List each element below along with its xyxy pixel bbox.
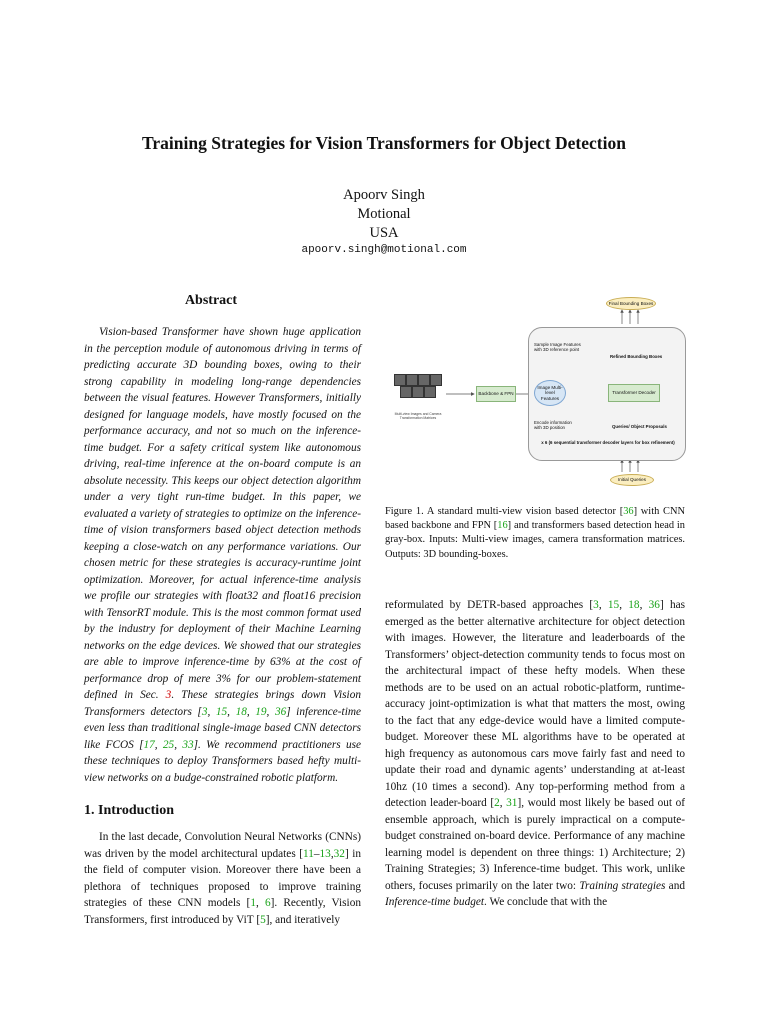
intro-text: ,	[255, 897, 265, 909]
input-image-thumbnail	[418, 374, 430, 386]
intro-text: ]. Recently, Vision Transformers, first introduced by ViT [	[84, 897, 361, 926]
citation[interactable]: 15	[215, 705, 228, 718]
citation[interactable]: 3	[593, 599, 599, 611]
input-caption: Multi-view Images and Camera Transformation Matrices	[394, 412, 442, 420]
citation[interactable]: 25	[162, 738, 175, 751]
intro-text: ,	[330, 847, 334, 860]
citation[interactable]: 16	[497, 520, 508, 532]
citation[interactable]: 13	[319, 847, 331, 860]
body-text: ], would most likely be based out of ensemble approach, which is purely impractical on a compute-budget constrained on-board device. Performance of any machine learning model is dependent on three things: 1) Architecture; 2) Training Strategies; 3) Inference-time budget. This work, unlike others, focuses primarily on the later two:	[385, 797, 685, 892]
citation[interactable]: 18	[628, 599, 640, 611]
queries-label: Queries/ Object Proposals	[612, 424, 667, 429]
citation[interactable]: 5	[260, 913, 266, 926]
final-boxes-node: Final Bounding Boxes	[606, 297, 656, 310]
abstract-heading: Abstract	[184, 293, 238, 308]
caption-text: Figure 1. A standard multi-view vision based detector [	[385, 506, 624, 517]
citation[interactable]: 17	[143, 738, 155, 751]
body-text: ] has emerged as the better alternative architecture for object detection with images. However, the literature and leaderboards of the Transformers’ object-detection community tends to focus most on the architectural impact of these hefty models. When these methods are to be used on an actual robotic-platform, runtime-accuracy joint-optimization is what that matters the most, owing to the fact that any edge-device would have a limited compute-budget. Moreover these ML algorithms have to be operated at high frequency as autonomous cars move fairly fast and need to update their road and dynamic agents’ understanding at at-least 10hz (10 times a second). Any top-performing method from a detection leader-board [	[385, 599, 686, 809]
citation[interactable]: 32	[333, 847, 345, 860]
body-text: . We conclude that with the	[484, 896, 608, 908]
backbone-node: Backbone & FPN	[476, 386, 516, 402]
image-features-node: Image Multi-level Features	[534, 380, 566, 406]
citation[interactable]: 3	[201, 705, 208, 718]
caption-text: ] and transformers based detection head in gray-box. Inputs: Multi-view images, camera transformation matrices. Outputs: 3D bounding-boxes.	[385, 520, 685, 560]
sample-features-label: Sample Image Features with 3D reference point	[534, 342, 581, 353]
citation[interactable]: 19	[255, 705, 267, 718]
abstract-text: ]. We recommend practitioners use these techniques to deploy Transformers based hefty multi-view networks on a budge-constrained robotic platform.	[84, 738, 362, 784]
refined-boxes-label: Refined Bounding Boxes	[610, 354, 663, 359]
citation[interactable]: 36	[623, 506, 634, 517]
citation[interactable]: 6	[264, 897, 271, 909]
citation[interactable]: 1	[250, 897, 256, 909]
body-text: reformulated by DETR-based approaches [	[385, 599, 594, 611]
figure-1-diagram	[388, 294, 685, 496]
input-image-thumbnail	[430, 374, 442, 386]
author-affiliation: Motional	[357, 206, 411, 222]
input-image-thumbnail	[406, 374, 418, 386]
intro-body	[84, 829, 361, 928]
abstract-text: ] inference-time even less than traditional single-image based CNN detectors like FCOS [	[84, 705, 362, 751]
citation[interactable]: 31	[506, 797, 518, 809]
input-image-thumbnail	[412, 386, 424, 398]
abstract-text: Vision-based Transformer have shown huge application in the perception module of autonomous driving in terms of predicting accurate 3D bounding boxes, owing to their strong capability in modeling long-range dependencies between the visual features. However Transformers, initially designed for language models, have mostly focused on the performance accuracy, and not so much on the inference-time budget. For a safety critical system like autonomous driving, real-time inference at the on-board compute is an absolute necessity. This keeps our object detection algorithm under a very tight run-time budget. In this paper, we evaluated a variety of strategies to optimize on the inference-time of vision transformers based object detection methods keeping a close-watch on any performance variations. Our chosen metric for these strategies is accuracy-runtime joint optimization. Moreover, for actual inference-time analysis we profile our strategies with float32 and float16 precision with TensorRT module. This is the most common format used by the industry for deployment of their Machine Learning networks on the edge devices. We showed that our strategies are able to improve inference-time by 63% at the cost of performance drop of mere 3% for our problem-statement defined in Sec.	[84, 326, 361, 701]
author-name: Apoorv Singh	[343, 187, 425, 203]
citation[interactable]: 11	[302, 847, 314, 860]
intro-text: ], and iteratively	[265, 913, 341, 926]
input-image-thumbnail	[394, 374, 406, 386]
initial-queries-node: Initial Queries	[610, 474, 654, 486]
input-image-thumbnail	[424, 386, 436, 398]
author-email[interactable]: apoorv.singh@motional.com	[301, 244, 467, 256]
emphasis: Inference-time budget	[385, 896, 485, 908]
section-ref[interactable]: 3	[165, 689, 172, 701]
intro-text: ] in the field of computer vision. Moreover there have been a plethora of techniques proposed to improve training strategies of these CNN models [	[84, 847, 362, 909]
intro-text: In the last decade, Convolution Neural Networks (CNNs) was driven by the model architectural updates [	[84, 831, 361, 860]
caption-text: ] with CNN based backbone and FPN [	[385, 506, 685, 532]
intro-text: –	[313, 847, 320, 860]
citation[interactable]: 36	[274, 705, 287, 718]
abstract-body: Vision-based Transformer have shown huge application in the perception module of autonomous driving in terms of predicting accurate 3D bounding boxes, owing to their strong capability in modeling long-range dependencies between the visual features. However Transformers, initially designed for language models, have mostly focused on the performance accuracy, and not so much on the inference-time budget. For a safety critical system like autonomous driving, real-time inference at the on-board compute is an absolute necessity. This keeps our object detection algorithm under a very tight run-time budget. In this paper, we evaluated a variety of strategies to optimize on the inference-time of vision transformers based object detection methods keeping a close-watch on any performance variations. Our chosen metric for these strategies is accuracy-runtime joint optimization. Moreover, for actual inference-time analysis we profile our strategies with float32 and float16 precision with TensorRT module. This is the most common format used by the industry for deployment of their Machine Learning networks on the edge devices. We showed that our strategies are able to improve inference-time by 63% at the cost of performance drop of mere 3% for our problem-statement defined in Sec. 3. These strategies brings down Vision Transformers detectors [3, 15, 18, 19, 36] inference-time even less than traditional single-image based CNN detectors like FCOS [17, 25, 33]. We recommend practitioners use these techniques to deploy Transformers based hefty multi-view networks on a budge-constrained robotic platform.	[84, 326, 362, 784]
encode-label: Encode information with 3D position	[534, 420, 572, 431]
abstract-text: . These strategies brings down Vision Transformers detectors [	[84, 689, 361, 718]
citation[interactable]: 33	[182, 738, 194, 751]
intro-heading: 1. Introduction	[84, 803, 174, 818]
citation[interactable]: 2	[494, 797, 500, 809]
citation[interactable]: 36	[648, 599, 660, 611]
citation[interactable]: 15	[607, 599, 620, 611]
author-country: USA	[369, 225, 399, 241]
paper-title: Training Strategies for Vision Transformers for Object Detection	[142, 133, 626, 153]
input-image-thumbnail	[400, 386, 412, 398]
body-text: and	[665, 879, 685, 892]
emphasis: Training strategies	[579, 879, 666, 892]
transformer-decoder-node: Transformer Decoder	[608, 384, 660, 402]
right-column-body: reformulated by DETR-based approaches [3, 15, 18, 36] has emerged as the better alternative architecture for object detection with images. However, the literature and leaderboards of the Transformers’ object-detection community tends to focus most on the architectural impact of these hefty models. When these methods are to be used on an actual robotic-platform, runtime-accuracy joint-optimization is what that matters the most, owing to the fact that any edge-device would have a limited compute-budget. Moreover these ML algorithms have to be operated at high frequency as autonomous cars move fairly fast and need to update their road and dynamic agents’ understanding at at-least 10hz (10 times a second). Any top-performing method from a detection leader-board [2, 31], would most likely be based out of ensemble approach, which is purely impractical on a compute-budget constrained on-board device. Performance of any machine learning model is dependent on three things: 1) Architecture; 2) Training Strategies; 3) Inference-time budget. This work, unlike others, focuses primarily on the later two: Training strategies and Inference-time budget. We conclude that with the	[385, 599, 686, 908]
citation[interactable]: 18	[235, 705, 247, 718]
repeat-label: x 6 (6 sequential transformer decoder layers for box refinement)	[541, 440, 675, 445]
figure-caption	[385, 505, 685, 562]
